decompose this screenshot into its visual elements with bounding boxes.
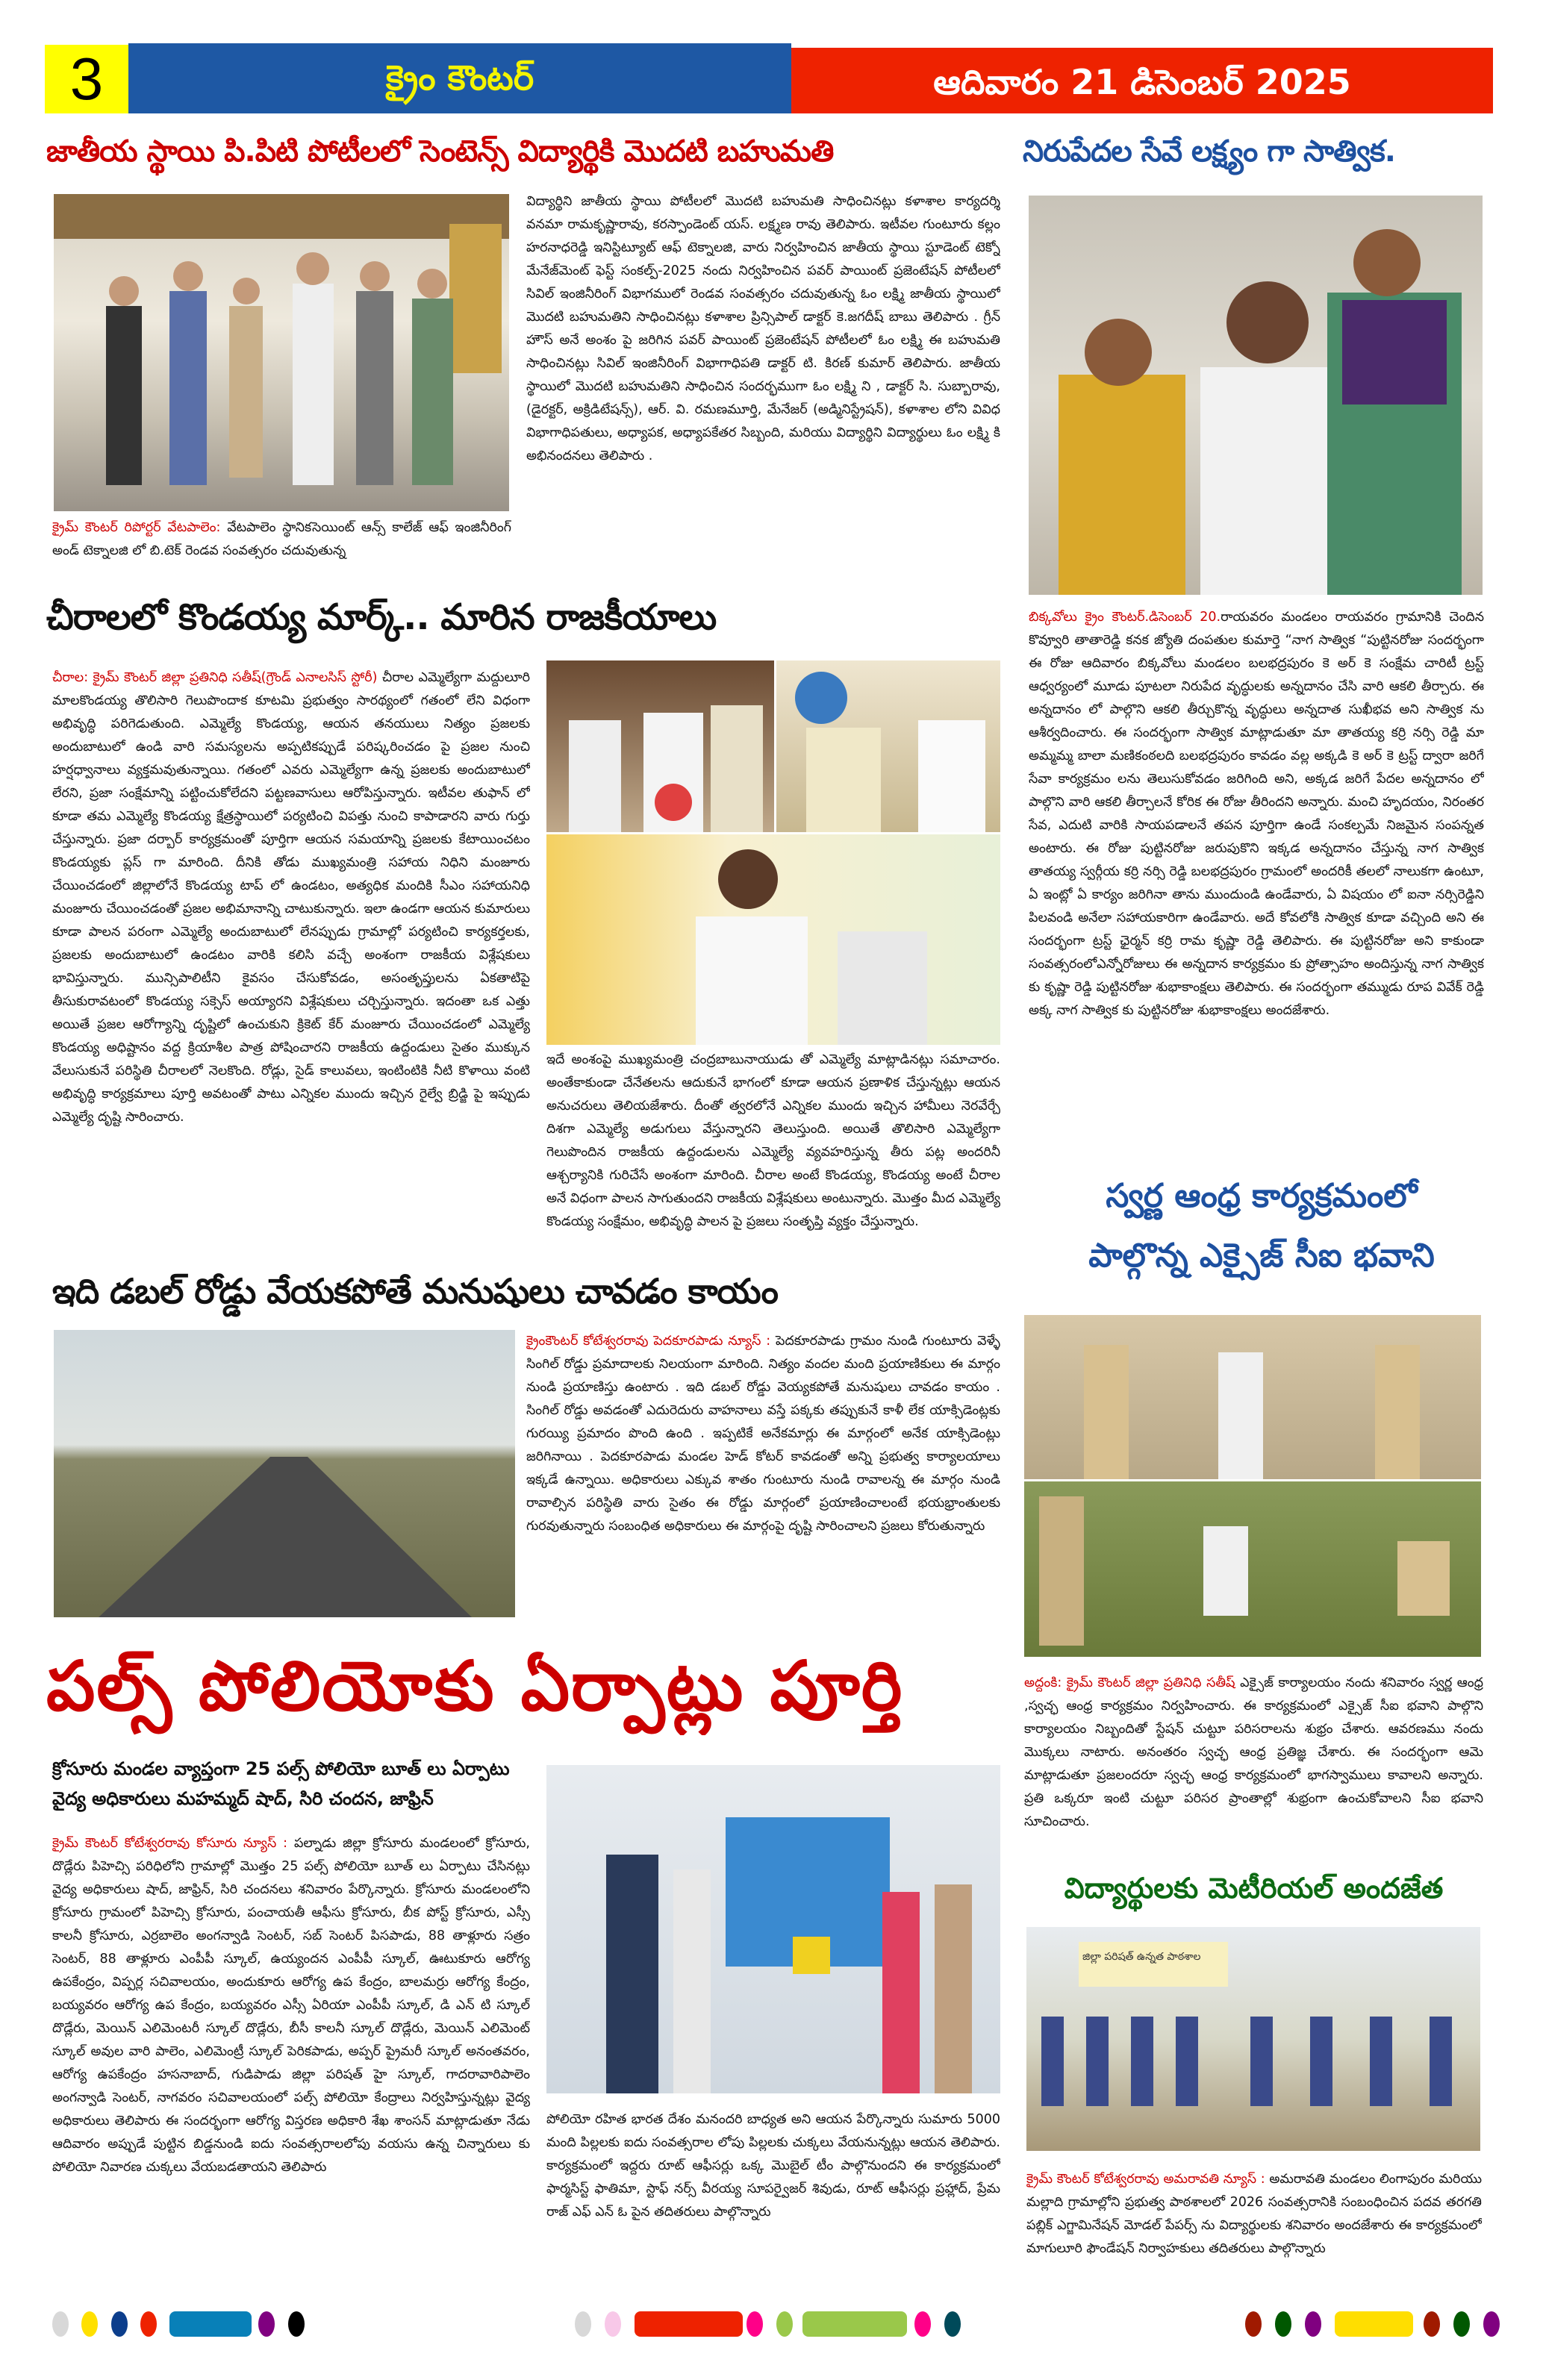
body-text: చీరాల ఎమ్మెల్యేగా మద్దులూరి మాలకొండయ్య తొలిసారి గెలుపొందాక కూటమి ప్రభుత్వం సారథ్యంలో గతంలో లేని విధంగా అభివృద్ధి పరిగెడుతుంది. ఎమ్మెల్యే కొండయ్య, ఆయన తనయులు నిత్యం ప్రజలకు అందుబాటులో ఉండి వారి సమస్యలను అప్పటికప్పుడే పరిష్కరించడం పై ప్రజల నుంచి హర్షధ్వానాలు వ్యక్తమవుతున్నాయి. గతంలో ఎవరు ఎమ్మెల్యేగా ఉన్న ప్రజలకు అందుబాటులో లేరని, ప్రజా సంక్షేమాన్ని పట్టించుకోలేదని పట్టణవాసులు ఆరోపిస్తున్నారు. ఇటీవల తుఫాన్ లో కూడా తమ ఎమ్మెల్యే కొండయ్య క్షేత్రస్థాయిలో పర్యటించి విపత్తు నుంచి కాపాడారని వారు గుర్తు చేస్తున్నారు. ప్రజా దర్బార్ కార్యక్రమంతో పూర్తిగా ఆయన సమయాన్ని ప్రజలకు కేటాయించటం కొండయ్యకు ప్లస్ గా మారింది. దీనికి తోడు ముఖ్యమంత్రి సహాయ నిధిని మంజూరు చేయించడంలో జిల్లాలోనే కొండయ్య టాప్ లో ఉండటం, అత్యధిక మందికి సీఎం సహాయనిధి మంజూరు చేయించడంతో ప్రజల అభిమానాన్ని చాటుకున్నారు. ఇలా ఉండగా ఆయన కుమారులు కూడా పాలన పరంగా ఎమ్మెల్యే అందుబాటులో లేనప్పుడు గ్రామాల్లో పర్యటించి కార్యకర్తలకు, ప్రజలకు అందుబాటులో ఉండటం వారికి కలిసి వచ్చే అంశంగా రాజకీయ విశ్లేషకులు భావిస్తున్నారు. మున్సిపాలిటీని కైవసం చేసుకోవడం, అసంతృప్తులను ఏకతాటిపై తీసుకురావటంలో కొండయ్య సక్సెస్ అయ్యారని విశ్లేషకులు చర్చిస్తున్నారు. ఇదంతా ఒక ఎత్తు అయితే ప్రజల ఆరోగ్యాన్ని దృష్టిలో ఉంచుకుని క్రికెట్ కేర్ మంజూరు చేయించడంలో ఎమ్మెల్యే కొండయ్య అధిష్టానం వద్ద క్రియాశీల పాత్ర పోషించారని రాజకీయ ఉద్దండులు సైతం ముక్కున వేలుసుకునే పరిస్థితి చీరాలలో నెలకొంది. రోడ్లు, సైడ్ కాలువలు, ఇంటింటికి నీటి కొళాయి వంటి అభివృద్ధి కార్యక్రమాలు పూర్తి అవటంతో పాటు ఎన్నికల ముందు ఇచ్చిన రైల్వే బ్రిడ్జి పై ఇప్పుడు ఎమ్మెల్యే దృష్టి సారించారు. [52, 670, 530, 1125]
headline-material: విద్యార్థులకు మెటీరియల్ అందజేత [1064, 1872, 1444, 1905]
headline-polio: పల్స్ పోలియోకు ఏర్పాట్లు పూర్తి [46, 1646, 904, 1726]
caption-lead: క్రైమ్ కౌంటర్ రిపోర్టర్ వేటపాలెం: [52, 520, 221, 535]
body-material [1026, 2168, 1482, 2295]
dateline: అద్దంకి: క్రైమ్ కౌంటర్ జిల్లా ప్రతినిధి సతీష్ [1024, 1675, 1235, 1690]
photo-mla-speech [546, 834, 1000, 1045]
issue-date: ఆదివారం 21 డిసెంబర్ 2025 [791, 48, 1493, 113]
body-swarna [1024, 1672, 1483, 1866]
body-polio [52, 1832, 530, 2295]
photo-mla-bouquet [546, 660, 774, 832]
headline-swarna-2: పాల్గొన్న ఎక్సైజ్ సీఐ భవాని [1088, 1237, 1435, 1275]
caption-text: వేటపాలెం స్థానికసెయింట్ ఆన్స్ కాలేజ్ ఆఫ్ ఇంజినీరింగ్ అండ్ టెక్నాలజి లో బి.టెక్ రెండవ సంవత్సరం చదువుతున్న [52, 520, 511, 558]
dateline: క్రైంకౌంటర్ కోటేశ్వరరావు పెదకూరపాడు న్యూస్ : [526, 1334, 771, 1349]
photo-excise-planting [1024, 1481, 1481, 1657]
caption-ppt [52, 516, 511, 563]
body-polio-2: పోలియో రహిత భారత దేశం మనందరి బాధ్యత అని ఆయన పేర్కొన్నారు సుమారు 5000 మంది పిల్లలకు ఐదు సంవత్సరాల లోపు పిల్లలకు చుక్కలు వేయనున్నట్లు ఆయన తెలిపారు. కార్యక్రమంలో ఇద్దరు రూట్ ఆఫీసర్లు ఒక్క మొబైల్ టీం పాల్గొనుందని ఈ కార్యక్రమంలో ఫార్మసిస్ట్ ఫాతిమా, స్టాఫ్ నర్స్ వీరయ్య సూపర్వైజర్ శివుడు, రూట్ ఆఫీసర్లు ప్రహ్లాద్, ప్రేమ రాజ్ ఎఫ్ ఎన్ ఓ పైన తదితరులు పాల్గొన్నారు [546, 2112, 1000, 2220]
body-text: పెదకూరపాడు గ్రామం నుండి గుంటూరు వెళ్ళే సింగిల్ రోడ్డు ప్రమాదాలకు నిలయంగా మారింది. నిత్యం వందల మంది ప్రయాణికులు ఈ మార్గం నుండి ప్రయాణిస్తు ఉంటారు . ఇది డబల్ రోడ్డు వెయ్యకపోతే మనుషులు చావడం కాయం . సింగిల్ రోడ్డు అవడంతో ఎదురెదురు వాహనాలు వస్తే పక్కకు తప్పుకునే కాళీ లేక యాక్సిడెంట్లకు గురయ్యి ప్రమాదం పొంది ఉంది . ఇప్పటికే అనేకమార్లు ఈ మార్గంలో అనేక యాక్సిడెంట్లు జరిగినాయి . పెదకూరపాడు మండల హెడ్ కోటర్ కావడంతో అన్ని ప్రభుత్వ కార్యాలయాలు ఇక్కడే ఉన్నాయి. అధికారులు ఎక్కువ శాతం గుంటూరు నుండి రావాలన్న ఈ మార్గం నుండి రావాల్సిన పరిస్థితి వారు సైతం ఈ రోడ్డు మార్గంలో ప్రయాణించాలంటే భయభ్రాంతులకు గురవుతున్నారు సంబంధిత అధికారులు ఈ మార్గంపై దృష్టి సారించాలని ప్రజలు కోరుతున్నారు [526, 1334, 1000, 1534]
headline-swarna-1: స్వర్ణ ఆంధ్ర కార్యక్రమంలో [1106, 1177, 1418, 1215]
body-road [526, 1330, 1000, 1621]
dateline: క్రైమ్ కౌంటర్ కోటేశ్వరరావు అమరావతి న్యూస్ : [1026, 2172, 1265, 2187]
photo-award-ceremony [54, 194, 509, 511]
dateline: బిక్కవోలు క్రైం కౌంటర్.డిసెంబర్ 20. [1029, 610, 1221, 625]
headline-road: ఇది డబల్ రోడ్డు వేయకపోతే మనుషులు చావడం కాయం [52, 1271, 778, 1311]
headline-ppt: జాతీయ స్థాయి పి.పిటి పోటీలలో సెంటెన్స్ విద్యార్థికి మొదటి బహుమతి [46, 134, 834, 169]
photo-excise-pledge [1024, 1315, 1481, 1479]
dateline: క్రైమ్ కౌంటర్ కోటేశ్వరరావు కోసూరు న్యూస్ : [52, 1836, 288, 1851]
school-sign: జిల్లా పరిషత్ ఉన్నత పాఠశాల [1082, 1951, 1201, 1963]
photo-mla-cm [776, 660, 1000, 832]
photo-polio-booth [546, 1765, 1000, 2093]
photo-single-road [54, 1330, 515, 1617]
body-sathvika [1029, 606, 1484, 1158]
brand-title: క్రైం కౌంటర్ [128, 43, 791, 113]
headline-sathvika: నిరుపేదల సేవే లక్ష్యం గా సాత్విక. [1023, 134, 1395, 169]
body-text: అమరావతి మండలం లింగాపురం మరియు మల్లాది గ్రామాల్లోని ప్రభుత్వ పాఠశాలలో 2026 సంవత్సరానికి సంబంధించిన పదవ తరగతి పబ్లిక్ ఎగ్జామినేషన్ మోడల్ పేపర్స్ ను విద్యార్థులకు శనివారం అందజేశారు ఈ కార్యక్రమంలో మాగులూరి ఫౌండేషన్ నిర్వాహకులు తదితరులు పాల్గొన్నారు [1026, 2172, 1482, 2256]
photo-sathvika-family [1029, 196, 1483, 595]
page-number: 3 [45, 45, 128, 113]
dateline: చీరాల: క్రైమ్ కౌంటర్ జిల్లా ప్రతినిధి సతీష్(గ్రౌండ్ ఎనాలసిస్ స్టోరీ) [52, 670, 378, 685]
body-text: ఎక్సైజ్ కార్యాలయం నందు శనివారం స్వర్ణ ఆంధ్ర ,స్వచ్ఛ ఆంధ్ర కార్యక్రమం నిర్వహించారు. ఈ కార్యక్రమంలో ఎక్సైజ్ సీఐ భవాని పాల్గొని కార్యాలయం నిబ్బందితో స్టేషన్ చుట్టూ పరిసరాలను శుభ్రం చేశారు. ఆవరణము నందు మొక్కలు నాటారు. అనంతరం స్వచ్ఛ ఆంధ్ర ప్రతిజ్ఞ చేశారు. ఈ సందర్భంగా ఆమె మాట్లాడుతూ ప్రజలందరూ స్వచ్ఛ ఆంధ్ర కార్యక్రమంలో భాగస్వాములు కావాలని అన్నారు. ప్రతి ఒక్కరూ ఇంటి చుట్టూ పరిసర ప్రాంతాల్లో శుభ్రంగా ఉంచుకోవాలని సీఐ భవాని సూచించారు. [1024, 1675, 1483, 1829]
body-text: రాయవరం మండలం రాయవరం గ్రామానికి చెందిన కొవ్వూరి తాతారెడ్డి కనక జ్యోతి దంపతుల కుమార్తె “నాగ సాత్విక “పుట్టినరోజు సందర్భంగా ఈ రోజు ఆదివారం బిక్కవోలు మండలం బలభద్రపురం కె అర్ కె సంక్షేమ చారిటీ ట్రస్ట్ ఆధ్వర్యంలో మూడు పూటలా నిరుపేద వృద్ధులకు అన్నదానం చేసి వారి ఆకలి తీర్చారు. ఈ అన్నదానం లో పాల్గొని ఆకలి తీర్చుకొన్న వృద్ధులు అన్నదాత సుఖీభవ అని సాత్విక ను ఆశీర్వదించారు. ఈ సందర్భంగా సాత్విక మాట్లాడుతూ మా తాతయ్య కర్రి నర్సి రెడ్డి మా అమ్మమ్మ బాలా మణికంఠలది బలభద్రపురం కావడం వల్ల అక్కడి కె అర్ కె ట్రస్ట్ ద్వారా జరిగే సేవా కార్యక్రమం లను తెలుసుకోవడం జరిగింది అని, అక్కడ జరిగే పేదల అన్నదానం లో పాల్గొని వారి ఆకలి తీర్చాలనే కోరిక ఈ రోజు తీరిందని అన్నారు. మంచి హృదయం, నిరంతర సేవ, ఎదుటి వారికి సాయపడాలనే తపన పూర్తిగా ఉండే సంకల్పమే నిజమైన సంపన్నత అంటారు. ఈ రోజు పుట్టినరోజు జరుపుకొని ఇక్కడ అన్నదానం చేస్తున్న నాగ సాత్విక తాతయ్య స్వర్గీయ కర్రి నర్సి రెడ్డి బలభద్రపురం గ్రామంలో అందరికీ తలలో నాలుకగా ఉంటూ, ఏ ఇంట్లో ఏ కార్యం జరిగినా తాను ముందుండి ఉండేవారు, ఏ విషయం లో ఐనా నర్సిరెడ్డిని పిలవండి అనేలా సహాయకారిగా ఉండేవారు. అదే కోవలోకి సాత్విక కూడా వచ్చింది అని ఈ సందర్భంగా ట్రస్ట్ ఛైర్మన్ కర్రి రామ కృష్ణా రెడ్డి తెలిపారు. ఈ పుట్టినరోజు అని కాకుండా సంవత్సరంలోఎన్నోరోజులు ఈ అన్నదాన కార్యక్రమం కు ప్రోత్సాహం అందిస్తున్న నాగ సాత్విక కు కృష్ణా రెడ్డి పుట్టినరోజు శుభాకాంక్షలు తెలిపారు. ఈ సందర్భంగా తమ్ముడు రూప వివేక్ రెడ్డి అక్క నాగ సాత్విక కు పుట్టినరోజు శుభాకాంక్షలు అందజేశారు. [1029, 610, 1484, 1018]
body-ppt: విద్యార్థిని జాతీయ స్థాయి పోటీలలో మొదటి బహుమతి సాధించినట్లు కళాశాల కార్యదర్శి వనమా రామకృష్ణారావు, కరస్పాండెంట్ యస్. లక్ష్మణ రావు తెలిపారు. ఇటీవల గుంటూరు కల్లం హరనాధరెడ్డి ఇనిస్టిట్యూట్ ఆఫ్ టెక్నాలజి, వారు నిర్వహించిన జాతీయ స్థాయి స్టూడెంట్ టెక్నో మేనేజ్‌మెంట్ ఫెస్ట్ సంకల్ప్-2025 నందు నిర్వహించిన పవర్ పాయింట్ ప్రజెంటేషన్ పోటీలలో సివిల్ ఇంజినీరింగ్ విభాగములో రెండవ సంవత్సరం చదువుతున్న ఓం లక్ష్మి జాతీయ స్థాయిలో మొదటి బహుమతిని సాధించినట్లు కళాశాల ప్రిన్సిపాల్ డాక్టర్ కె.జగదీష్ బాబు తెలిపారు . గ్రీన్ హౌస్ అనే అంశం పై జరిగిన పవర్ పాయింట్ ప్రజెంటేషన్ పోటీలలో ఓం లక్ష్మి ఈ బహుమతి సాధించినట్లు సివిల్ ఇంజినీరింగ్ విభాగాధిపతి డాక్టర్ టి. కిరణ్ కుమార్ తెలిపారు. జాతీయ స్థాయిలో మొదటి బహుమతిని సాధించిన సందర్భముగా ఓం లక్ష్మి ని , డాక్టర్ సి. సుబ్బారావు, (డైరక్టర్, అక్రిడిటేషన్స్), ఆర్. వి. రమణమూర్తి, మేనేజర్ (అడ్మినిస్ట్రేషన్), కళాశాల లోని వివిధ విభాగాధిపతులు, అధ్యాపక, అధ్యాపకేతర సిబ్బంది, మరియు విద్యార్థిని విద్యార్థులు ఓం లక్ష్మి కి అభినందనలు తెలిపారు . [526, 194, 1000, 463]
body-chirala-2: ఇదే అంశంపై ముఖ్యమంత్రి చంద్రబాబునాయుడు తో ఎమ్మెల్యే మాట్లాడినట్లు సమాచారం. అంతేకాకుండా చేనేతలను ఆదుకునే భాగంలో కూడా ఆయన ప్రణాళిక చేస్తున్నట్లు ఆయన అనుచరులు తెలియజేశారు. దీంతో త్వరలోనే ఎన్నికల ముందు ఇచ్చిన హామీలు నెరవేర్చే దిశగా ఎమ్మెల్యే అడుగులు వేస్తున్నారని తెలుస్తుంది. అయితే తొలిసారి ఎమ్మెల్యేగా గెలుపొందిన రాజకీయ ఉద్దండులను ఎమ్మెల్యే వ్యవహరిస్తున్న తీరు పట్ల అందరినీ ఆశ్చర్యానికి గురిచేసే అంశంగా మారింది. చీరాల అంటే కొండయ్య, కొండయ్య అంటే చీరాల అనే విధంగా పాలన సాగుతుందని రాజకీయ విశ్లేషకులు అంటున్నారు. మొత్తం మీద ఎమ్మెల్యే కొండయ్య సంక్షేమం, అభివృద్ధి పాలన పై ప్రజలు సంతృప్తి వ్యక్తం చేస్తున్నారు. [546, 1052, 1000, 1229]
body-chirala [52, 666, 530, 1245]
body-text: పల్నాడు జిల్లా క్రోసూరు మండలంలో క్రోసూరు, దొడ్లేరు పిహెచ్సి పరిధిలోని గ్రామాల్లో మొత్తం 25 పల్స్ పోలియో బూత్ లు ఏర్పాటు చేసినట్లు వైద్య అధికారులు షాద్, జాఫ్రిన్, సిరి చందనలు శనివారం పేర్కొన్నారు. క్రోసూరు మండలంలోని క్రోసూరు గ్రామంలో పిహెచ్సి క్రోసూరు, పంచాయతీ ఆఫీసు క్రోసూరు, బీక పోస్ట్ క్రోసూరు, ఎస్సీ కాలనీ క్రోసూరు, ఎర్రబాలెం అంగన్వాడి సెంటర్, సబ్ సెంటర్ పిసపాడు, 88 తాళ్లూరు సత్రం సెంటర్, 88 తాళ్లూరు ఎంపీపీ స్కూల్, ఉయ్యందన ఎంపీపీ స్కూల్, ఊటుకూరు ఆరోగ్య ఉపకేంద్రం, విప్పర్ల సచివాలయం, అందుకూరు ఆరోగ్య ఉప కేంద్రం, బాలమర్రు ఆరోగ్య కేంద్రం, బయ్యవరం ఆరోగ్య ఉప కేంద్రం, బయ్యవరం ఎస్సీ ఏరియా ఎంపీపీ స్కూల్, డి ఎన్ టి స్కూల్ దొడ్లేరు, మెయిన్ ఎలిమెంటరీ స్కూల్ దొడ్లేరు, బీసీ కాలనీ స్కూల్ దొడ్లేరు, మెయిన్ ఎలిమెంట్ స్కూల్ అవుల వారి పాలెం, ఎలిమెంట్రీ స్కూల్ పెరికపాడు, అప్పర్ ప్రైమరీ స్కూల్ అనంతవరం, ఆరోగ్య ఉపకేంద్రం హసనాబాద్, గుడిపాడు జిల్లా పరిషత్ హై స్కూల్, గాదరావారిపాలెం అంగన్వాడి సెంటర్, నాగవరం సచివాలయంలో పల్స్ పోలియో కేంద్రాలు నిర్వహిస్తున్నట్లు వైద్య అధికారులు తెలిపారు ఈ సందర్భంగా ఆరోగ్య విస్తరణ అధికారి శేఖ శాంసన్ మాట్లాడుతూ నేడు ఆదివారం అప్పుడే పుట్టిన బిడ్డనుండి ఐదు సంవత్సరాలలోపు వయసు ఉన్న చిన్నారులు కు పోలియో నివారణ చుక్కలు వేయబడతాయని తెలిపారు [52, 1836, 530, 2175]
headline-chirala: చీరాలలో కొండయ్య మార్క్.. మారిన రాజకీయాలు [46, 596, 717, 638]
photo-students-material [1026, 1927, 1480, 2151]
subhead-polio: క్రోసూరు మండల వ్యాప్తంగా 25 పల్స్ పోలియో బూత్ లు ఏర్పాటు వైద్య అధికారులు మహమ్మద్ షాద్, సిరి చందన, జాఫ్రిన్ [52, 1758, 510, 1809]
